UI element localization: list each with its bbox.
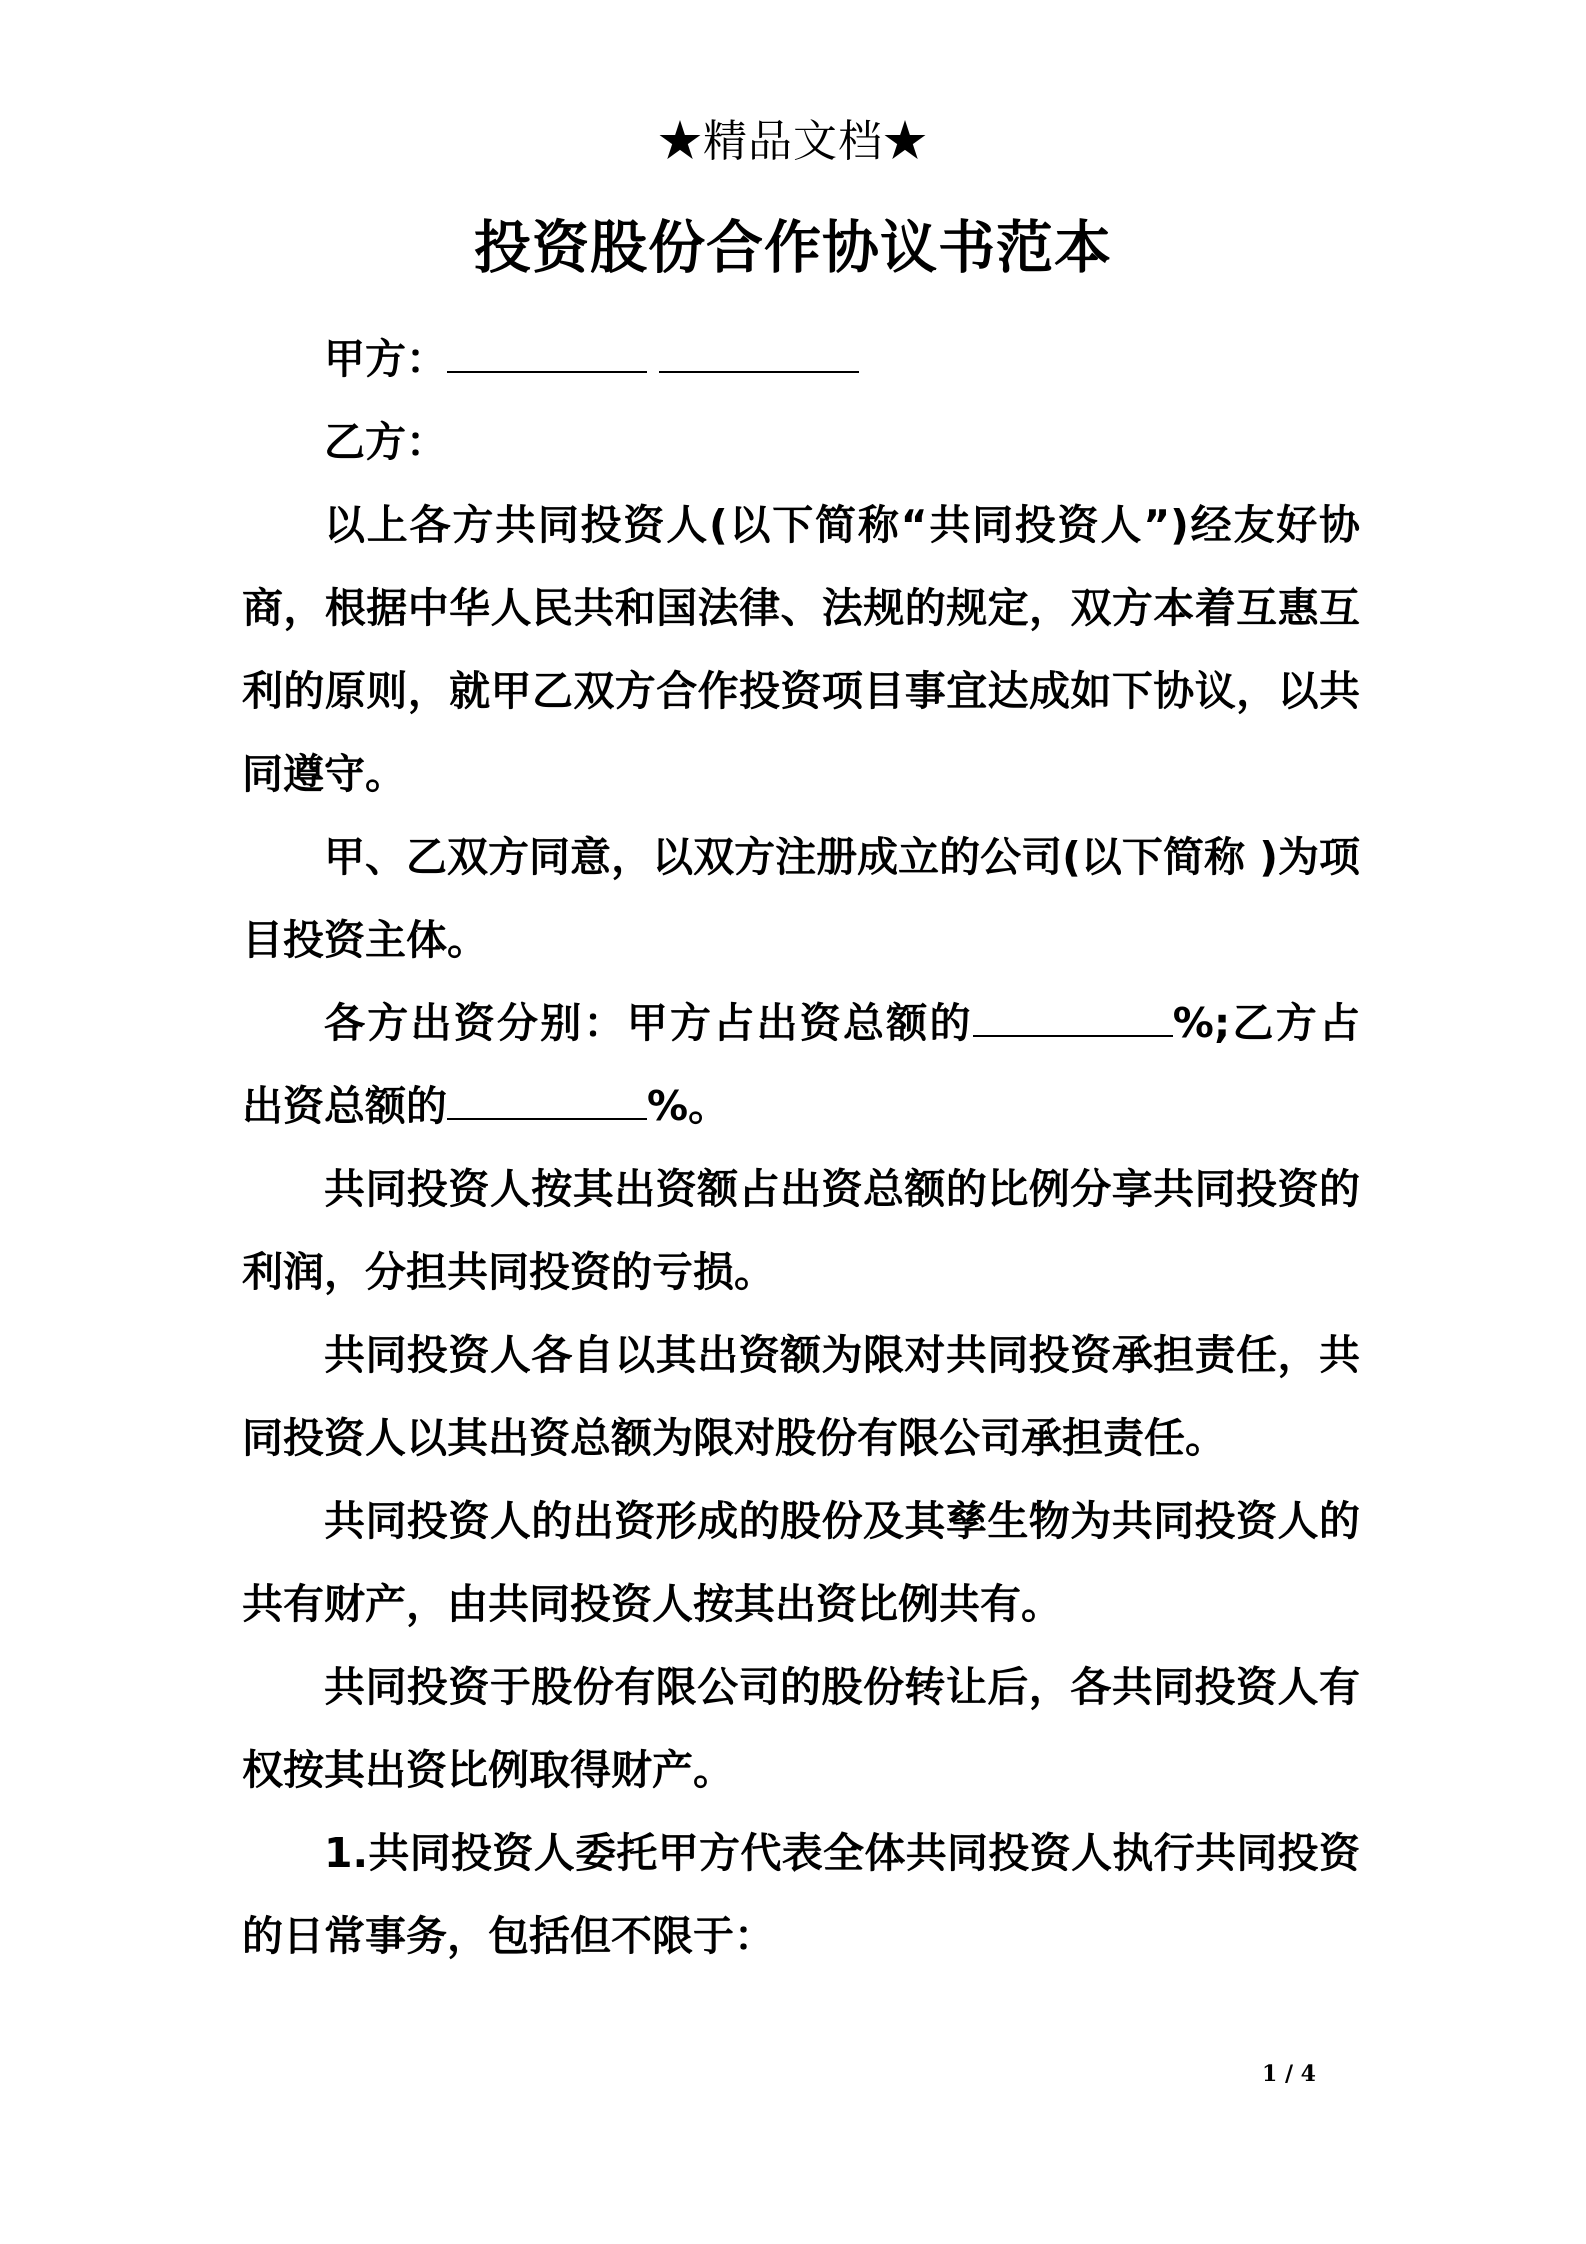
paragraph-investment-entity: 甲、乙双方同意，以双方注册成立的公司(以下简称 )为项目投资主体。 [242, 833, 1360, 964]
contribution-text-b: %;乙方占出资总额的 [242, 999, 1360, 1130]
party-a-line [242, 318, 1360, 401]
party-a-percent-blank [973, 1005, 1173, 1037]
party-a-label: 甲方： [324, 335, 447, 383]
contribution-text-a: 各方出资分别：甲方占出资总额的 [324, 999, 973, 1047]
party-b-label: 乙方： [324, 418, 447, 466]
party-b-percent-blank [447, 1088, 647, 1120]
paragraph-clause-1: 1.共同投资人委托甲方代表全体共同投资人执行共同投资的日常事务，包括但不限于： [242, 1829, 1360, 1960]
paragraph-joint-property: 共同投资人的出资形成的股份及其孳生物为共同投资人的共有财产，由共同投资人按其出资比例共有。 [242, 1497, 1360, 1628]
paragraph-profit-sharing: 共同投资人按其出资额占出资总额的比例分享共同投资的利润，分担共同投资的亏损。 [242, 1165, 1360, 1296]
party-a-blank-2 [659, 341, 859, 373]
page-number: 1 / 4 [1262, 2061, 1316, 2087]
header-mark: ★精品文档★ [658, 116, 928, 167]
document-body [242, 318, 1360, 1978]
party-a-blank-1 [447, 341, 647, 373]
contribution-text-c: %。 [647, 1082, 730, 1130]
paragraph-preamble: 以上各方共同投资人(以下简称“共同投资人”)经友好协商，根据中华人民共和国法律、法规的规定，双方本着互惠互利的原则，就甲乙双方合作投资项目事宜达成如下协议，以共同遵守。 [242, 501, 1360, 798]
document-title: 投资股份合作协议书范本 [474, 215, 1112, 281]
paragraph-liability: 共同投资人各自以其出资额为限对共同投资承担责任，共同投资人以其出资总额为限对股份有限公司承担责任。 [242, 1331, 1360, 1462]
party-b-line [242, 401, 1360, 484]
paragraph-share-transfer: 共同投资于股份有限公司的股份转让后，各共同投资人有权按其出资比例取得财产。 [242, 1663, 1360, 1794]
paragraph-contribution-ratio [242, 982, 1360, 1148]
